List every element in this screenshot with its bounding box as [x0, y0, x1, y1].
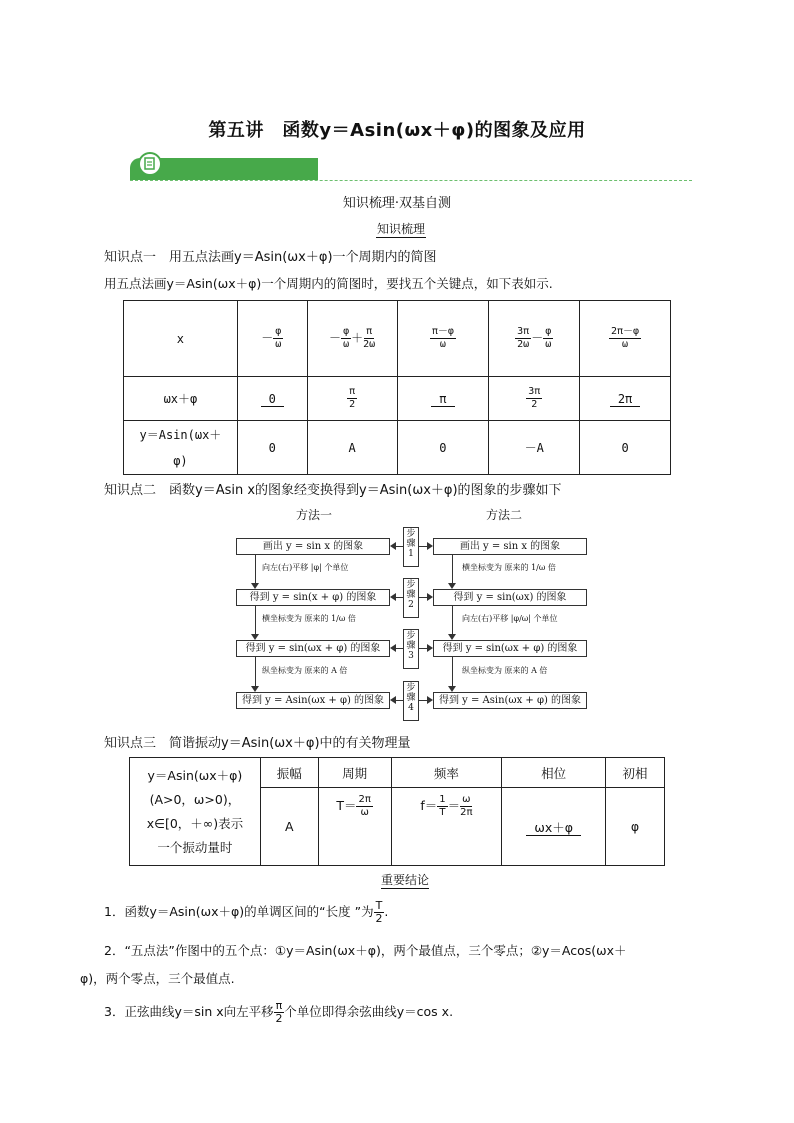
- initial-phase-value: φ: [606, 788, 665, 866]
- arrow-down-icon: [251, 583, 259, 589]
- row-label-x: x: [124, 301, 238, 377]
- k2-heading: 知识点二 函数y＝Asin x的图象经变换得到y＝Asin(ωx＋φ)的图象的步骤如下: [104, 483, 562, 498]
- x-cell-3: $\frac{\pi-\varphi}{\omega}$: [397, 301, 489, 377]
- left-box-3: 得到 y = sin(ωx + φ) 的图象: [236, 640, 390, 657]
- x-cell-4: $\frac{3\pi}{2\omega}$ － $\frac{\varphi}{\omega}$: [489, 301, 580, 377]
- conclusion-1: 1．函数y＝Asin(ωx＋φ)的单调区间的“长度 ”为 $\frac{T}{2}$ .: [104, 899, 389, 925]
- step-4-box: 步骤4: [403, 681, 419, 721]
- arrow-down-icon: [251, 686, 259, 692]
- page-title: 第五讲 函数y＝Asin(ωx＋φ)的图象及应用: [208, 120, 586, 141]
- connector: [419, 597, 427, 598]
- x-cell-2: － $\frac{\varphi}{\omega}$ ＋ $\frac{\pi}{2\omega}$: [307, 301, 397, 377]
- k1-intro: 用五点法画y＝Asin(ωx＋φ)一个周期内的简图时，要找五个关键点，如下表如示.: [104, 276, 553, 291]
- row-label-y: y＝Asin(ωx＋ φ): [124, 421, 238, 475]
- left-box-2: 得到 y = sin(x + φ) 的图象: [236, 589, 390, 606]
- header-initial-phase: 初相: [606, 758, 665, 788]
- right-box-4: 得到 y = Asin(ωx + φ) 的图象: [433, 692, 587, 709]
- right-note-3: 纵坐标变为 原来的 A 倍: [462, 666, 548, 675]
- row-label-phase: ωx＋φ: [124, 377, 238, 421]
- pencil-note-icon: [138, 152, 162, 176]
- method-one-label: 方法一: [296, 508, 333, 522]
- five-point-table: [123, 300, 671, 475]
- arrow-right-icon: [427, 644, 433, 652]
- conclusion-3: 3．正弦曲线y＝sin x向左平移 $\frac{\pi}{2}$ 个单位即得余弦曲线y＝cos x.: [104, 999, 454, 1025]
- arrow-left-icon: [390, 696, 396, 704]
- connector: [452, 555, 453, 583]
- phase-cell-5: 2π: [580, 377, 671, 421]
- connector: [255, 555, 256, 583]
- y-cell-4: －A: [489, 421, 580, 475]
- connector: [452, 657, 453, 686]
- header-frequency: 频率: [391, 758, 502, 788]
- connector: [396, 700, 403, 701]
- conclusion-2-line-2: φ)，两个零点，三个最值点.: [80, 971, 235, 986]
- left-box-4: 得到 y = Asin(ωx + φ) 的图象: [236, 692, 390, 709]
- period-value: T＝ $\frac{2\pi}{\omega}$: [318, 788, 391, 866]
- section-label-conclusions: 重要结论: [381, 873, 430, 887]
- arrow-down-icon: [448, 583, 456, 589]
- arrow-right-icon: [427, 593, 433, 601]
- right-note-2: 向左(右)平移 |φ/ω| 个单位: [462, 614, 558, 623]
- harmonic-table: [129, 757, 665, 866]
- method-two-label: 方法二: [486, 508, 523, 522]
- amplitude-value: A: [260, 788, 318, 866]
- connector: [255, 606, 256, 634]
- connector: [396, 597, 403, 598]
- divider: [130, 180, 692, 181]
- arrow-left-icon: [390, 644, 396, 652]
- conclusion-2-line-1: 2．“五点法”作图中的五个点：①y＝Asin(ωx＋φ)，两个最值点，三个零点；②y＝Acos(ωx＋: [104, 943, 627, 958]
- arrow-down-icon: [251, 634, 259, 640]
- harmonic-desc: y＝Asin(ωx＋φ) (A>0，ω>0)， x∈[0，＋∞)表示 一个振动量时: [130, 758, 261, 866]
- connector: [419, 546, 427, 547]
- k1-heading: 知识点一 用五点法画y＝Asin(ωx＋φ)一个周期内的简图: [104, 250, 437, 265]
- y-cell-3: 0: [397, 421, 489, 475]
- frequency-value: f＝ $\frac{1}{T}$ ＝ $\frac{\omega}{2\pi}$: [391, 788, 502, 866]
- x-cell-1: － $\frac{\varphi}{\omega}$: [237, 301, 307, 377]
- connector: [419, 648, 427, 649]
- connector: [396, 546, 403, 547]
- arrow-down-icon: [448, 634, 456, 640]
- left-note-1: 向左(右)平移 |φ| 个单位: [262, 563, 349, 572]
- connector: [396, 648, 403, 649]
- right-box-3: 得到 y = sin(ωx + φ) 的图象: [433, 640, 587, 657]
- header-phase: 相位: [502, 758, 606, 788]
- header-amplitude: 振幅: [260, 758, 318, 788]
- phase-cell-3: π: [397, 377, 489, 421]
- step-3-box: 步骤3: [403, 629, 419, 669]
- arrow-left-icon: [390, 542, 396, 550]
- y-cell-5: 0: [580, 421, 671, 475]
- left-box-1: 画出 y = sin x 的图象: [236, 538, 390, 555]
- connector: [255, 657, 256, 686]
- step-1-box: 步骤1: [403, 527, 419, 567]
- header-period: 周期: [318, 758, 391, 788]
- arrow-down-icon: [448, 686, 456, 692]
- connector: [452, 606, 453, 634]
- x-cell-5: $\frac{2\pi-\varphi}{\omega}$: [580, 301, 671, 377]
- y-cell-1: 0: [237, 421, 307, 475]
- subheading: 知识梳理·双基自测: [342, 196, 452, 211]
- arrow-left-icon: [390, 593, 396, 601]
- right-box-1: 画出 y = sin x 的图象: [433, 538, 587, 555]
- phase-cell-2: $\frac{\pi}{2}$: [307, 377, 397, 421]
- connector: [419, 700, 427, 701]
- arrow-right-icon: [427, 696, 433, 704]
- right-box-2: 得到 y = sin(ωx) 的图象: [433, 589, 587, 606]
- step-2-box: 步骤2: [403, 578, 419, 618]
- left-note-2: 横坐标变为 原来的 1/ω 倍: [262, 614, 356, 623]
- section-label-knowledge: 知识梳理: [377, 222, 426, 236]
- phase-value: ωx＋φ: [502, 788, 606, 866]
- phase-cell-1: 0: [237, 377, 307, 421]
- phase-cell-4: $\frac{3\pi}{2}$: [489, 377, 580, 421]
- y-cell-2: A: [307, 421, 397, 475]
- right-note-1: 横坐标变为 原来的 1/ω 倍: [462, 563, 556, 572]
- k3-heading: 知识点三 简谐振动y＝Asin(ωx＋φ)中的有关物理量: [104, 736, 411, 751]
- left-note-3: 纵坐标变为 原来的 A 倍: [262, 666, 348, 675]
- arrow-right-icon: [427, 542, 433, 550]
